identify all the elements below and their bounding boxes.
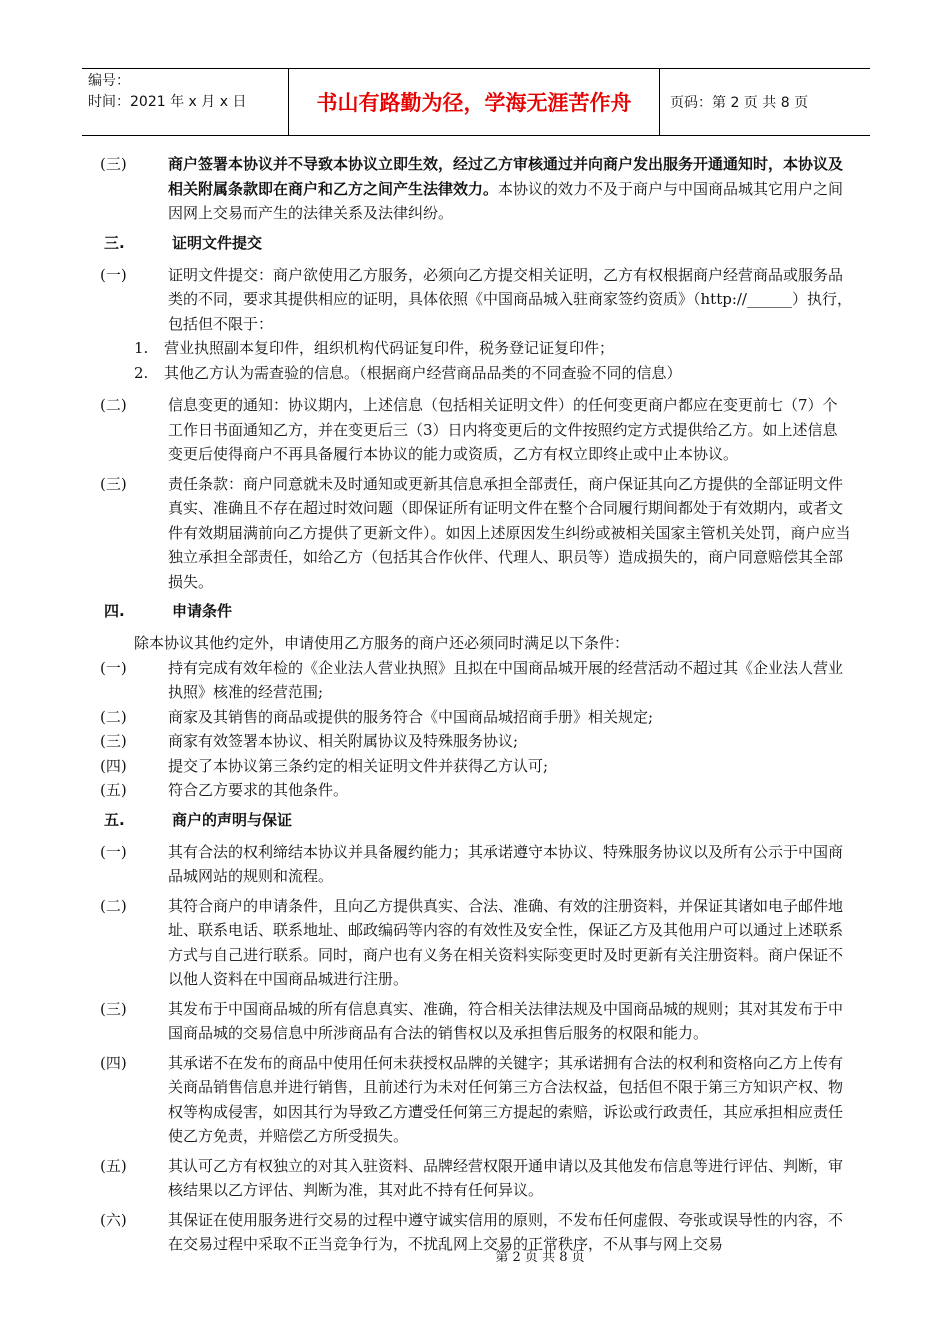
clause-3-2 (100, 393, 852, 467)
page-header (82, 68, 870, 136)
clause-number: (二) (100, 896, 127, 915)
clause-4-4 (100, 754, 852, 779)
clause-text: 其有合法的权利缔结本协议并具备履约能力；其承诺遵守本协议、特殊服务协议以及所有公示于中国商品城网站的规则和流程。 (168, 842, 844, 885)
clause-bold-text: 商户签署本协议并不导致本协议立即生效，经过乙方审核通过并向商户发出服务开通通知时，本协议及相关附属条款即在商户和乙方之间产生法律效力。 (168, 155, 844, 198)
header-page-info: 页码：第 2 页 共 8 页 (670, 95, 809, 111)
section-heading-3 (100, 231, 852, 255)
clause-number: (一) (100, 842, 127, 861)
clause-4-1 (100, 656, 852, 705)
clause-4-3 (100, 729, 852, 754)
clause-5-4 (100, 1051, 852, 1149)
list-number: 1. (134, 339, 149, 357)
clause-number: (四) (100, 756, 127, 775)
clause-text: 证明文件提交：商户欲使用乙方服务，必须向乙方提交相关证明，乙方有权根据商户经营商品或服务品类的不同，要求其提供相应的证明，具体依照《中国商品城入驻商家签约资质》（http://______）执行，包括但不限于： (168, 265, 852, 333)
clause-text: 商家及其销售的商品或提供的服务符合《中国商品城招商手册》相关规定; (168, 707, 654, 726)
clause-text: 其符合商户的申请条件，且向乙方提供真实、合法、准确、有效的注册资料，并保证其诸如电子邮件地址、联系电话、联系地址、邮政编码等内容的有效性及安全性，保证乙方及其他用户可以通过上述联系方式与自己进行联系。同时，商户也有义务在相关资料实际变更时及时更新有关注册资料。商户保证不以他人资料在中国商品城进行注册。 (168, 896, 844, 988)
section-number: 三. (104, 233, 125, 252)
clause-number: (二) (100, 396, 127, 414)
page-footer: 第 2 页 共 8 页 (495, 1250, 585, 1265)
clause-number: (六) (100, 1210, 127, 1229)
clause-text: 符合乙方要求的其他条件。 (168, 781, 349, 799)
clause-text (168, 152, 852, 226)
clause-3-3 (100, 472, 852, 595)
clause-2-3 (100, 152, 852, 226)
clause-text: 其保证在使用服务进行交易的过程中遵守诚实信用的原则，不发布任何虚假、夸张或误导性的内容，不在交易过程中采取不正当竞争行为，不扰乱网上交易的正常秩序，不从事与网上交易 (168, 1210, 844, 1253)
clause-5-1 (100, 840, 852, 889)
clause-number: (三) (100, 474, 127, 493)
section-heading-4 (100, 599, 852, 623)
clause-5-5 (100, 1154, 852, 1203)
clause-text: 信息变更的通知：协议期内，上述信息（包括相关证明文件）的任何变更商户都应在变更前七（7）个工作日书面通知乙方，并在变更后三（3）日内将变更后的文件按照约定方式提供给乙方。如上述信息变更后使得商户不再具备履行本协议的能力或资质，乙方有权立即终止或中止本协议。 (168, 396, 838, 463)
clause-text: 提交了本协议第三条约定的相关证明文件并获得乙方认可; (168, 756, 549, 775)
clause-number: (一) (100, 658, 127, 677)
clause-number: (三) (100, 999, 127, 1018)
header-meta (82, 69, 289, 135)
clause-rest-text: 本协议的效力不及于商户与中国商品城其它用户之间因网上交易而产生的法律关系及法律纠纷。 (168, 179, 844, 222)
section-title: 证明文件提交 (172, 233, 263, 252)
document-number-label: 编号： (88, 73, 130, 89)
clause-number: (五) (100, 781, 127, 799)
clause-3-1 (100, 263, 852, 337)
document-date: 时间：2021 年 x 月 x 日 (88, 94, 247, 110)
section-heading-5 (100, 808, 852, 832)
clause-5-3 (100, 997, 852, 1046)
header-motto: 书山有路勤为径，学海无涯苦作舟 (289, 69, 660, 135)
section-title: 申请条件 (172, 602, 233, 620)
clause-text: 持有完成有效年检的《企业法人营业执照》且拟在中国商品城开展的经营活动不超过其《企业法人营业执照》核准的经营范围; (168, 658, 844, 701)
clause-text: 责任条款：商户同意就未及时通知或更新其信息承担全部责任，商户保证其向乙方提供的全部证明文件真实、准确且不存在超过时效问题（即保证所有证明文件在整个合同履行期间都处于有效期内，或者文件有效期届满前向乙方提供了更新文件）。如因上述原因发生纠纷或被相关国家主管机关处罚，商户应当独立承担全部责任，如给乙方（包括其合作伙伴、代理人、职员等）造成损失的，商户同意赔偿其全部损失。 (168, 474, 851, 591)
clause-text: 其承诺不在发布的商品中使用任何未获授权品牌的关键字；其承诺拥有合法的权利和资格向乙方上传有关商品销售信息并进行销售，且前述行为未对任何第三方合法权益，包括但不限于第三方知识产权、物权等构成侵害，如因其行为导致乙方遭受任何第三方提起的索赔，诉讼或行政责任，其应承担相应责任使乙方免责，并赔偿乙方所受损失。 (168, 1053, 844, 1145)
clause-5-2 (100, 894, 852, 992)
clause-text: 商家有效签署本协议、相关附属协议及特殊服务协议; (168, 732, 519, 750)
list-text: 其他乙方认为需查验的信息。（根据商户经营商品品类的不同查验不同的信息） (164, 363, 682, 382)
clause-number: (一) (100, 265, 127, 284)
section-number: 四. (104, 602, 125, 620)
clause-text: 其发布于中国商品城的所有信息真实、准确，符合相关法律法规及中国商品城的规则；其对其发布于中国商品城的交易信息中所涉商品有合法的销售权以及承担售后服务的权限和能力。 (168, 999, 844, 1042)
list-item (100, 361, 852, 386)
list-number: 2. (134, 363, 149, 382)
section-title: 商户的声明与保证 (172, 810, 293, 829)
clause-number: (四) (100, 1053, 127, 1072)
clause-number: (三) (100, 732, 127, 750)
document-body (100, 152, 852, 1262)
clause-text: 其认可乙方有权独立的对其入驻资料、品牌经营权限开通申请以及其他发布信息等进行评估、判断，审核结果以乙方评估、判断为准，其对此不持有任何异议。 (168, 1156, 844, 1199)
section-intro: 除本协议其他约定外，申请使用乙方服务的商户还必须同时满足以下条件： (134, 634, 630, 652)
section-number: 五. (104, 810, 125, 829)
list-text: 营业执照副本复印件，组织机构代码证复印件，税务登记证复印件； (164, 339, 615, 357)
clause-number: (五) (100, 1156, 127, 1175)
list-item (100, 336, 852, 361)
clause-4-5 (100, 778, 852, 803)
clause-4-2 (100, 705, 852, 730)
clause-number: (二) (100, 707, 127, 726)
clause-number: (三) (100, 155, 127, 173)
